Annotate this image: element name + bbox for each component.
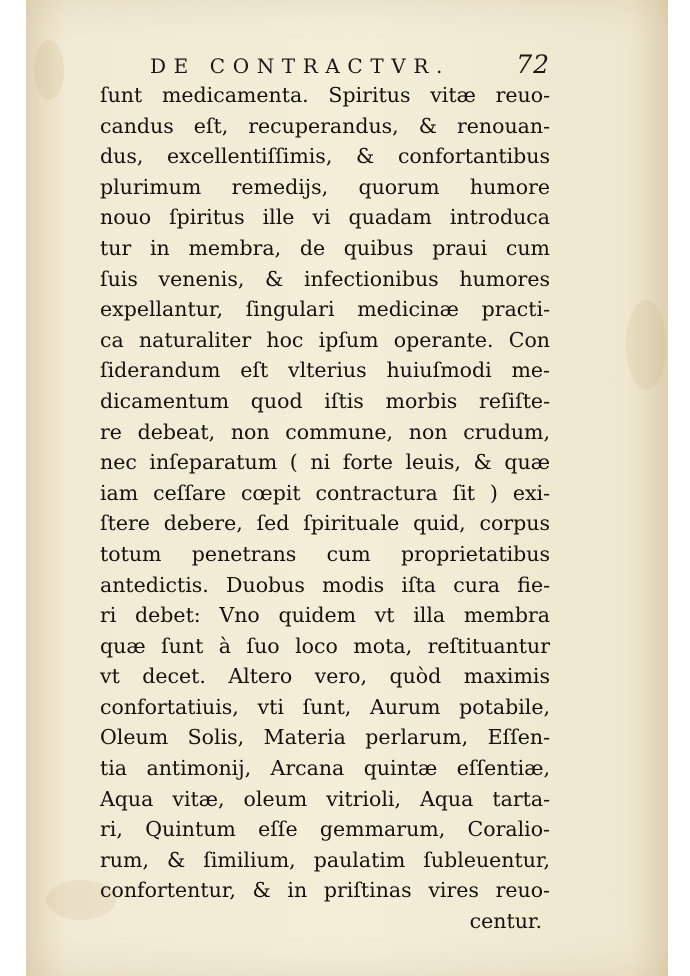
text-line: ſuis venenis, & infectionibus humores [100, 266, 550, 291]
text-line: ca naturaliter hoc ipſum operante. Con [100, 327, 550, 352]
text-line: ſiderandum eſt vlterius huiuſmodi me- [100, 358, 550, 383]
text-line: confortatiuis, vti ſunt, Aurum potabile, [100, 694, 550, 719]
running-head: DE CONTRACTVR. [150, 54, 450, 78]
text-line: totum penetrans cum proprietatibus [100, 541, 550, 566]
text-line: quæ ſunt à ſuo loco mota, reſtituantur [100, 633, 550, 658]
text-line: ri debet: Vno quidem vt illa membra [100, 603, 550, 628]
text-line: dicamentum quod iſtis morbis reſiſte- [100, 388, 550, 413]
text-line: ſunt medicamenta. Spiritus vitæ reuo- [100, 83, 550, 107]
text-line: antedictis. Duobus modis iſta cura fie- [100, 572, 550, 597]
text-line: Oleum Solis, Materia perlarum, Eſſen- [100, 725, 550, 750]
text-line: rum, & ſimilium, paulatim ſubleuentur, [100, 847, 550, 872]
text-line: nec inſeparatum ( ni forte leuis, & quæ [100, 450, 550, 475]
text-line: nouo ſpiritus ille vi quadam introduca [100, 205, 550, 230]
text-line: vt decet. Altero vero, quòd maximis [100, 664, 550, 689]
page-number: 72 [516, 50, 550, 79]
text-line: ſtere debere, ſed ſpirituale quid, corpus [100, 511, 550, 536]
body-text [100, 80, 550, 937]
text-line: iam ceſſare cœpit contractura ſit ) exi- [100, 480, 550, 505]
text-line: re debeat, non commune, non crudum, [100, 419, 550, 444]
text-line: tia antimonij, Arcana quintæ eſſentiæ, [100, 756, 550, 781]
text-line: tur in membra, de quibus praui cum [100, 235, 550, 260]
text-line: ri, Quintum eſſe gemmarum, Coralio- [100, 817, 550, 842]
paper-stain [34, 40, 64, 100]
paper-stain [626, 300, 666, 390]
text-line: candus eſt, recuperandus, & renouan- [100, 113, 550, 138]
text-line: expellantur, ſingulari medicinæ practi- [100, 297, 550, 322]
page-header [150, 50, 550, 84]
text-line: plurimum remedijs, quorum humore [100, 174, 550, 199]
text-line: Aqua vitæ, oleum vitrioli, Aqua tarta- [100, 786, 550, 811]
text-line: confortentur, & in priſtinas vires reuo- [100, 878, 550, 903]
text-line: dus, excellentiſſimis, & confortantibus [100, 144, 550, 169]
text-line-final: centur. [469, 909, 542, 934]
